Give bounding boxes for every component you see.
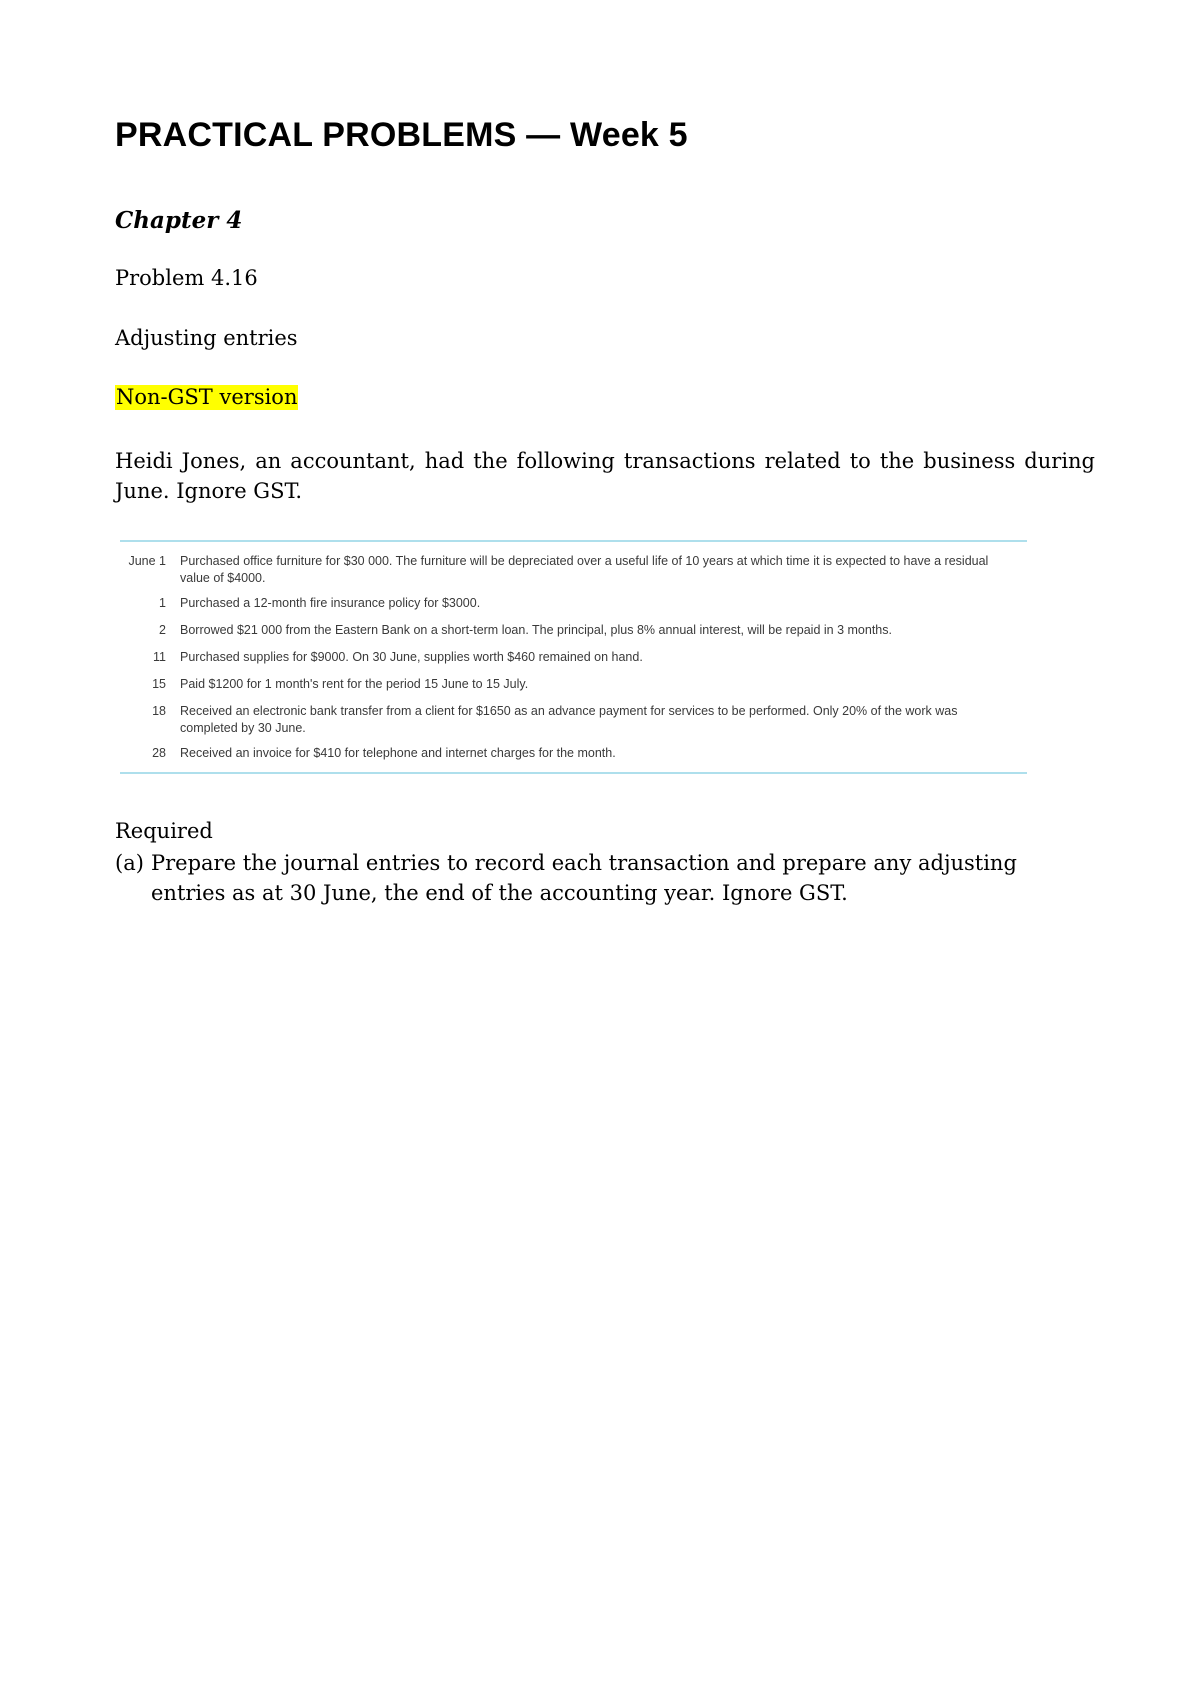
- transaction-date: 11: [153, 650, 166, 664]
- page-title: PRACTICAL PROBLEMS — Week 5: [115, 116, 688, 154]
- transaction-description: Purchased a 12-month fire insurance policy for $3000.: [180, 596, 481, 610]
- transaction-description: Received an invoice for $410 for telephone and internet charges for the month.: [180, 746, 616, 760]
- transaction-description: Purchased supplies for $9000. On 30 June, supplies worth $460 remained on hand.: [180, 650, 643, 664]
- required-heading: Required: [115, 819, 213, 843]
- intro-paragraph: Heidi Jones, an accountant, had the following transactions related to the business during June. Ignore GST.: [115, 449, 1095, 503]
- transaction-description: Borrowed $21 000 from the Eastern Bank on a short-term loan. The principal, plus 8% annual interest, will be repaid in 3 months.: [180, 623, 892, 637]
- transaction-date: June 1: [128, 554, 166, 568]
- transaction-date: 15: [152, 677, 166, 691]
- transaction-date: 1: [159, 596, 166, 610]
- transaction-description: Purchased office furniture for $30 000. The furniture will be depreciated over a useful life of 10 years at which time it is expected to have a residual value of $4000.: [180, 554, 989, 585]
- required-item-label: (a): [115, 851, 144, 875]
- chapter-heading: Chapter 4: [115, 207, 243, 234]
- version-label: [115, 385, 298, 409]
- transaction-date: 2: [159, 623, 166, 637]
- highlighted-version-text: Non-GST version: [116, 385, 298, 409]
- required-item-text: Prepare the journal entries to record each transaction and prepare any adjusting entries as at 30 June, the end of the accounting year. Ignore GST.: [151, 851, 1017, 905]
- transaction-date: 18: [152, 704, 166, 718]
- transaction-date: 28: [152, 746, 166, 760]
- transaction-description: Paid $1200 for 1 month's rent for the period 15 June to 15 July.: [180, 677, 529, 691]
- problem-number: Problem 4.16: [115, 266, 258, 290]
- problem-topic: Adjusting entries: [115, 326, 298, 350]
- transactions-table: [120, 540, 1027, 774]
- transaction-description: Received an electronic bank transfer from a client for $1650 as an advance payment for services to be performed. Only 20% of the work was completed by 30 June.: [180, 704, 958, 735]
